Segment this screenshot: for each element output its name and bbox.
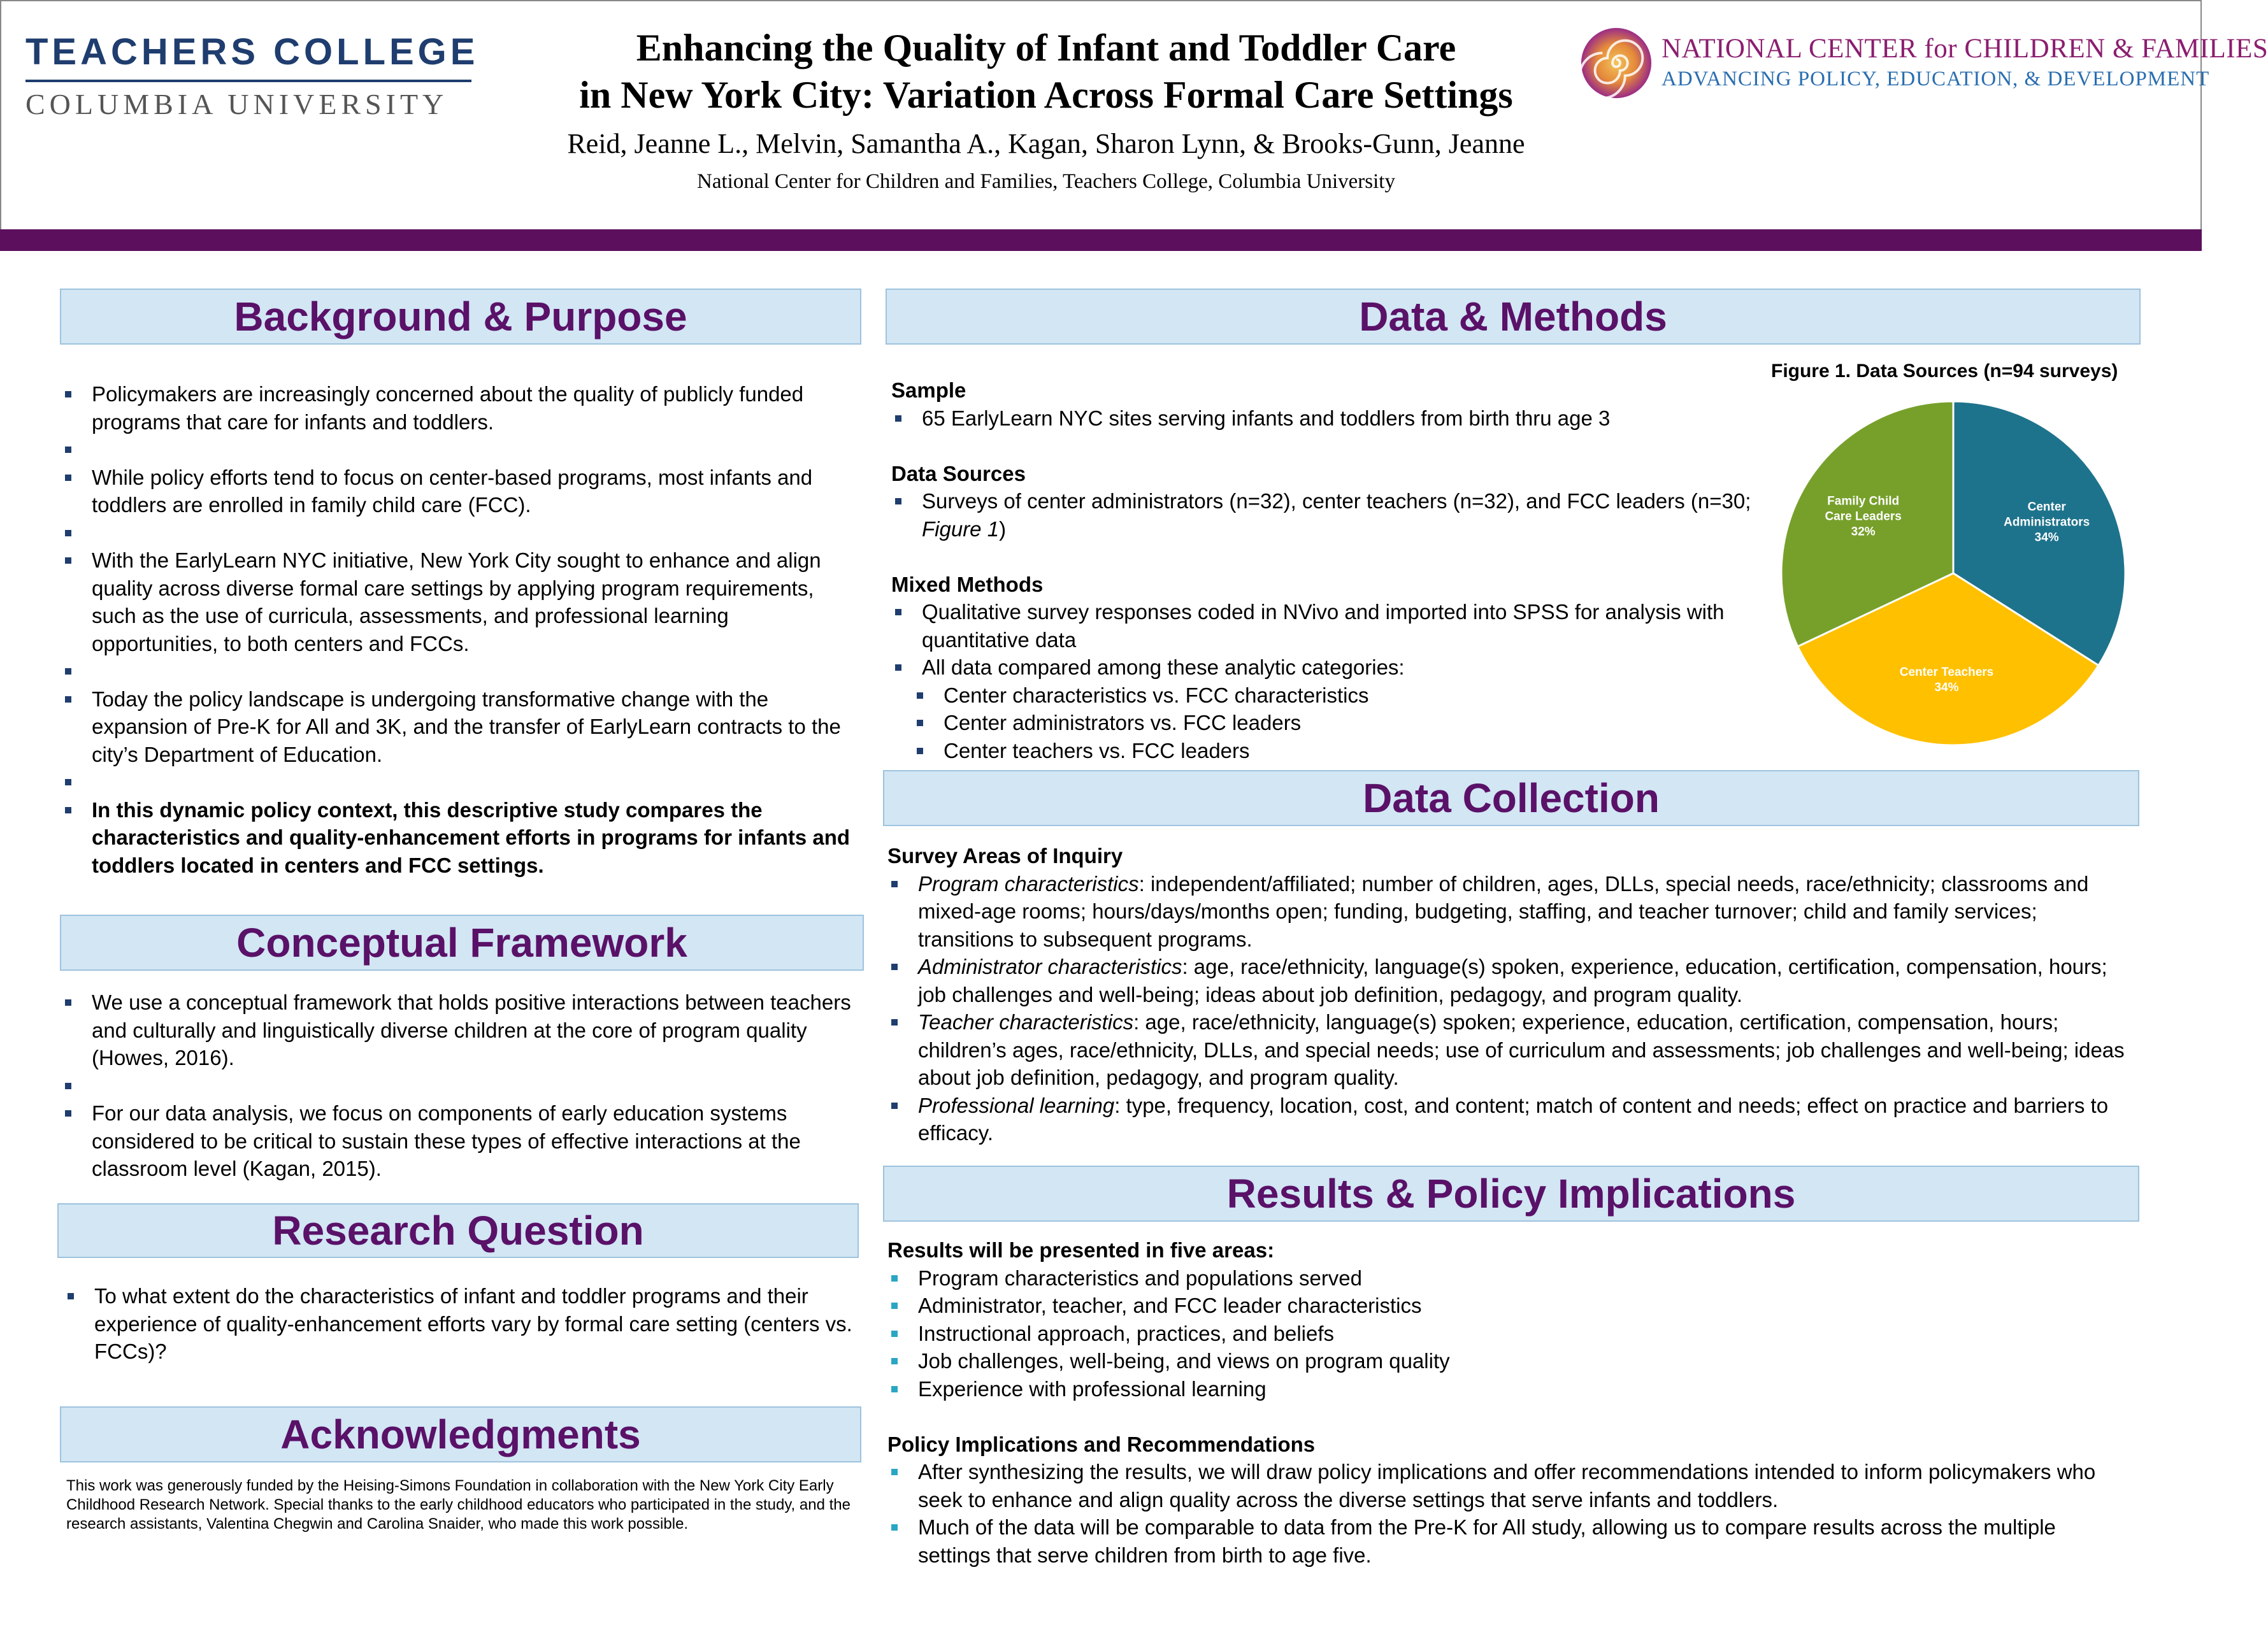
spacer xyxy=(61,1072,864,1100)
results-heading: Results & Policy Implications xyxy=(883,1166,2139,1222)
nccf-logo-line1: NATIONAL CENTER for CHILDREN & FAMILIES xyxy=(1662,34,2268,64)
policy-implication: Much of the data will be comparable to data from the Pre-K for All study, allowing us to compare results across the multiple settings that serve children from birth to age five. xyxy=(887,1513,2130,1569)
background-bullet: Today the policy landscape is undergoing transformative change with the expansion of Pre-K for All and 3K, and the transfer of EarlyLearn contracts to the city’s Department of Education. xyxy=(61,685,858,769)
figure-ref: Figure 1 xyxy=(922,517,1000,541)
pie-label-center-teachers: Center Teachers 34% xyxy=(1899,666,1994,695)
mixed-methods-bullet: All data compared among these analytic categories: xyxy=(891,654,1764,682)
methods-section xyxy=(891,376,1764,764)
background-heading: Background & Purpose xyxy=(60,289,861,345)
poster-title-line1: Enhancing the Quality of Infant and Toddler Care xyxy=(636,27,1456,69)
nccf-logo xyxy=(1579,25,2268,108)
poster-title-line2: in New York City: Variation Across Formal Care Settings xyxy=(579,74,1513,116)
sample-label: Sample xyxy=(891,378,966,402)
pie-label-family-child-care-leaders: Family Child Care Leaders 32% xyxy=(1825,494,1902,539)
survey-areas-label: Survey Areas of Inquiry xyxy=(887,844,1123,868)
policy-implication: After synthesizing the results, we will draw policy implications and offer recommendations intended to inform policymakers who seek to enhance and align quality across the diverse settings that serve infants and toddlers. xyxy=(887,1458,2130,1513)
teachers-college-logo xyxy=(25,31,479,121)
analytic-category: Center administrators vs. FCC leaders xyxy=(891,709,1764,737)
title-block xyxy=(485,24,1607,194)
result-area: Administrator, teacher, and FCC leader characteristics xyxy=(887,1292,2130,1320)
background-bullet: While policy efforts tend to focus on center-based programs, most infants and toddlers are enrolled in family child care (FCC). xyxy=(61,464,858,519)
research-question-bullet: To what extent do the characteristics of infant and toddler programs and their experience of quality-enhancement efforts vary by formal care setting (centers vs. FCCs)? xyxy=(64,1282,860,1366)
research-question-section xyxy=(64,1282,860,1366)
header-divider-bar xyxy=(0,229,2202,251)
result-area: Job challenges, well-being, and views on program quality xyxy=(887,1347,2130,1375)
background-bullet: Policymakers are increasingly concerned about the quality of publicly funded programs that care for infants and toddlers. xyxy=(61,380,858,436)
survey-area-label: Administrator characteristics xyxy=(918,955,1182,978)
background-section xyxy=(61,380,858,879)
spacer xyxy=(61,436,858,464)
survey-area-text: : age, race/ethnicity, language(s) spoken; experience, education, certification, compensation, hours; children’s ages, race/ethnicity, DLLs, and special needs; use of curriculum and assessments; job challenges and well-being; ideas about job definition, pedagogy, and program quality. xyxy=(918,1010,2125,1089)
spacer xyxy=(61,768,858,796)
tc-logo-line1: TEACHERS COLLEGE xyxy=(25,31,479,73)
result-area: Experience with professional learning xyxy=(887,1375,2130,1403)
acknowledgments-text: This work was generously funded by the Heising-Simons Foundation in collaboration with the New York City Early Childhood Research Network. Special thanks to the early childhood educators who participated in the study, and the research assistants, Valentina Chegwin and Carolina Snaider, who made this work possible. xyxy=(66,1477,850,1533)
result-area: Instructional approach, practices, and beliefs xyxy=(887,1320,2130,1348)
spacer xyxy=(887,1403,2130,1431)
affiliation: National Center for Children and Families, Teachers College, Columbia University xyxy=(697,170,1395,193)
analytic-category: Center teachers vs. FCC leaders xyxy=(891,737,1764,765)
spacer xyxy=(891,543,1764,571)
sources-bullet xyxy=(891,487,1764,543)
nccf-logo-line2: ADVANCING POLICY, EDUCATION, & DEVELOPMENT xyxy=(1662,68,2210,90)
spacer xyxy=(891,432,1764,460)
survey-area-item xyxy=(887,1008,2130,1092)
authors: Reid, Jeanne L., Melvin, Samantha A., Kagan, Sharon Lynn, & Brooks-Gunn, Jeanne xyxy=(567,128,1525,159)
data-collection-section xyxy=(887,842,2130,1147)
tc-logo-line2: COLUMBIA UNIVERSITY xyxy=(25,88,449,120)
results-areas-label: Results will be presented in five areas: xyxy=(887,1238,1275,1262)
sources-label: Data Sources xyxy=(891,461,1026,485)
framework-heading: Conceptual Framework xyxy=(60,915,864,971)
sample-bullet: 65 EarlyLearn NYC sites serving infants and toddlers from birth thru age 3 xyxy=(891,404,1764,432)
research-question-heading: Research Question xyxy=(57,1203,859,1258)
background-bullet-emphasis: In this dynamic policy context, this descriptive study compares the characteristics and quality-enhancement efforts in programs for infants and toddlers located in centers and FCC settings. xyxy=(61,796,858,880)
methods-heading: Data & Methods xyxy=(886,289,2141,345)
policy-implications-label: Policy Implications and Recommendations xyxy=(887,1432,1316,1456)
background-bullet: With the EarlyLearn NYC initiative, New York City sought to enhance and align quality across diverse formal care settings by applying program requirements, such as the use of curricula, assessments, and professional learning opportunities, to both centers and FCCs. xyxy=(61,547,858,657)
mixed-methods-bullet: Qualitative survey responses coded in NVivo and imported into SPSS for analysis with quantitative data xyxy=(891,598,1764,654)
sources-text: Surveys of center administrators (n=32), center teachers (n=32), and FCC leaders (n=30; xyxy=(922,489,1751,513)
survey-area-text: : independent/affiliated; number of children, ages, DLLs, special needs, race/ethnicity; classrooms and mixed-age rooms; hours/days/months open; funding, budgeting, staffing, and teacher turnover; child and family services; transitions to subsequent programs. xyxy=(918,871,2089,951)
framework-bullet: For our data analysis, we focus on components of early education systems considered to be critical to sustain these types of effective interactions at the classroom level (Kagan, 2015). xyxy=(61,1099,864,1183)
data-collection-heading: Data Collection xyxy=(883,770,2139,826)
data-sources-pie-chart xyxy=(1775,395,2132,752)
survey-area-item xyxy=(887,953,2130,1008)
survey-area-label: Professional learning xyxy=(918,1093,1115,1117)
sources-text-end: ) xyxy=(999,517,1007,541)
tc-logo-rule xyxy=(25,80,471,82)
survey-area-label: Teacher characteristics xyxy=(918,1010,1134,1034)
survey-area-text: : age, race/ethnicity, language(s) spoken, experience, education, certification, compensation, hours; job challenges and well-being; ideas about job definition, pedagogy, and program quality. xyxy=(918,955,2107,1006)
nccf-swirl-icon xyxy=(1579,25,1654,101)
survey-area-item xyxy=(887,1092,2130,1147)
analytic-category: Center characteristics vs. FCC characteristics xyxy=(891,682,1764,710)
survey-area-item xyxy=(887,870,2130,954)
survey-area-label: Program characteristics xyxy=(918,871,1139,896)
spacer xyxy=(61,657,858,685)
acknowledgments-heading: Acknowledgments xyxy=(60,1406,861,1462)
pie-label-center-administrators: Center Administrators 34% xyxy=(2004,500,2090,545)
framework-section xyxy=(61,989,864,1183)
survey-area-text: : type, frequency, location, cost, and content; match of content and needs; effect on practice and barriers to efficacy. xyxy=(918,1093,2109,1145)
figure-title: Figure 1. Data Sources (n=94 surveys) xyxy=(1771,361,2118,382)
results-section xyxy=(887,1236,2130,1569)
spacer xyxy=(61,519,858,547)
framework-bullet: We use a conceptual framework that holds positive interactions between teachers and culturally and linguistically diverse children at the core of program quality (Howes, 2016). xyxy=(61,989,864,1072)
poster-header xyxy=(0,0,2268,229)
result-area: Program characteristics and populations served xyxy=(887,1264,2130,1292)
mixed-methods-label: Mixed Methods xyxy=(891,572,1044,596)
